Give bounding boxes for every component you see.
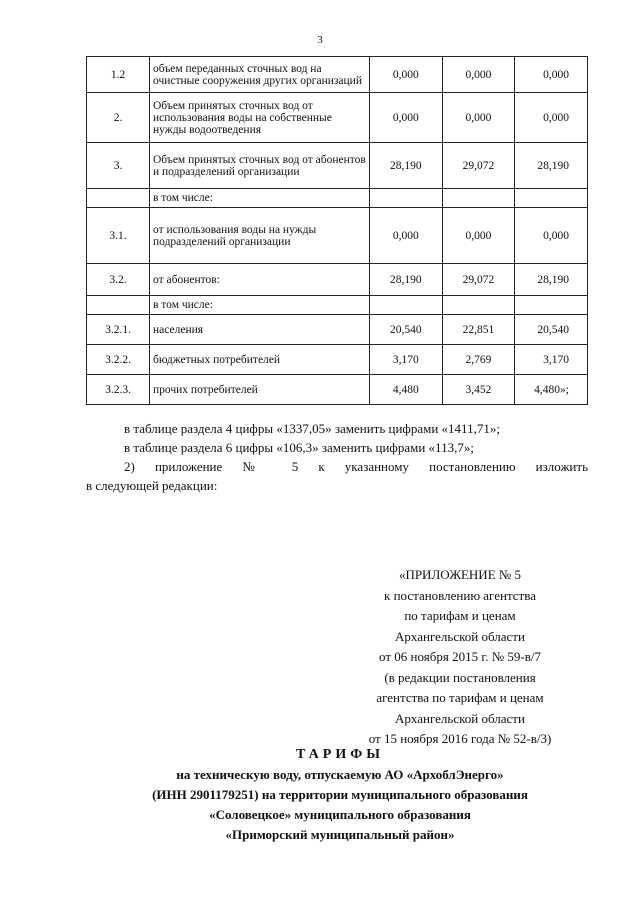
row-value-cell: 2,769 — [442, 345, 515, 375]
appendix-line: от 15 ноября 2016 года № 52-в/3) — [368, 731, 552, 746]
table-row — [87, 264, 588, 296]
tariffs-subtitle-line: «Соловецкое» муниципального образования — [209, 807, 471, 822]
row-value-cell: 0,000 — [442, 208, 515, 264]
row-number-cell: 2. — [87, 93, 150, 143]
table-row — [87, 143, 588, 189]
amendment-text — [86, 419, 588, 495]
row-value-cell: 28,190 — [370, 143, 443, 189]
table-row — [87, 375, 588, 405]
appendix-line: агентства по тарифам и ценам — [376, 690, 544, 705]
table-row — [87, 93, 588, 143]
table-row — [87, 315, 588, 345]
appendix-line: (в редакции постановления — [384, 669, 536, 685]
row-value-cell: 3,170 — [370, 345, 443, 375]
row-value-cell: 22,851 — [442, 315, 515, 345]
tariffs-title: ТАРИФЫ — [296, 747, 384, 762]
row-value-cell: 0,000 — [515, 57, 588, 93]
row-value-cell: 0,000 — [515, 93, 588, 143]
appendix-line: Архангельской области — [395, 628, 525, 644]
appendix-line: от 06 ноября 2015 г. № 59-в/7 — [379, 649, 541, 664]
row-name-cell: населения — [150, 315, 370, 345]
row-value-cell: 4,480 — [370, 375, 443, 405]
table-row — [87, 208, 588, 264]
row-number-cell: 3. — [87, 143, 150, 189]
row-number-cell: 3.2. — [87, 264, 150, 296]
row-value-cell: 28,190 — [515, 264, 588, 296]
row-name-cell: бюджетных потребителей — [150, 345, 370, 375]
row-value-cell: 28,190 — [515, 143, 588, 189]
row-value-cell — [515, 296, 588, 315]
row-value-cell: 29,072 — [442, 264, 515, 296]
row-number-cell: 1.2 — [87, 57, 150, 93]
row-value-cell — [370, 296, 443, 315]
appendix-line: по тарифам и ценам — [404, 608, 516, 623]
row-value-cell: 28,190 — [370, 264, 443, 296]
paragraph-appendix-5: 2) приложение № 5 к указанному постановлению изложить — [124, 459, 588, 474]
water-volume-table — [86, 56, 588, 405]
table-row — [87, 345, 588, 375]
table-body — [87, 57, 588, 405]
table-row — [87, 189, 588, 208]
row-number-cell — [87, 296, 150, 315]
row-number-cell — [87, 189, 150, 208]
row-name-cell: от использования воды на нужды подразделений организации — [150, 208, 370, 264]
row-name-cell: в том числе: — [150, 296, 370, 315]
row-value-cell: 3,452 — [442, 375, 515, 405]
table-row — [87, 296, 588, 315]
row-name-cell: от абонентов: — [150, 264, 370, 296]
row-number-cell: 3.2.3. — [87, 375, 150, 405]
table-row — [87, 57, 588, 93]
row-value-cell: 0,000 — [442, 57, 515, 93]
row-value-cell — [442, 296, 515, 315]
row-value-cell — [515, 189, 588, 208]
paragraph-section-6: в таблице раздела 6 цифры «106,3» заменить цифрами «113,7»; — [124, 440, 474, 455]
row-value-cell — [442, 189, 515, 208]
row-value-cell: 4,480»; — [515, 375, 588, 405]
row-value-cell: 0,000 — [370, 93, 443, 143]
appendix-line: «ПРИЛОЖЕНИЕ № 5 — [398, 567, 522, 582]
row-name-cell: прочих потребителей — [150, 375, 370, 405]
appendix-line: Архангельской области — [395, 710, 525, 726]
row-number-cell: 3.1. — [87, 208, 150, 264]
row-name-cell: в том числе: — [150, 189, 370, 208]
row-value-cell: 29,072 — [442, 143, 515, 189]
row-value-cell: 20,540 — [515, 315, 588, 345]
appendix-header — [300, 565, 620, 750]
row-name-cell: Объем принятых сточных вод от использования воды на собственные нужды водоотведения — [150, 93, 370, 143]
row-number-cell: 3.2.2. — [87, 345, 150, 375]
page-number: 3 — [317, 34, 323, 46]
row-name-cell: объем переданных сточных вод на очистные сооружения других организаций — [150, 57, 370, 93]
row-value-cell: 0,000 — [370, 208, 443, 264]
row-value-cell: 20,540 — [370, 315, 443, 345]
row-name-cell: Объем принятых сточных вод от абонентов и подразделений организации — [150, 143, 370, 189]
tariffs-subtitle-line: на техническую воду, отпускаемую АО «АрхоблЭнерго» — [176, 767, 504, 782]
row-value-cell: 0,000 — [515, 208, 588, 264]
tariffs-subtitle-line: «Приморский муниципальный район» — [225, 827, 455, 842]
paragraph-continuation: в следующей редакции: — [86, 478, 218, 493]
tariffs-subtitle-line: (ИНН 2901179251) на территории муниципального образования — [152, 787, 528, 802]
appendix-line: к постановлению агентства — [384, 587, 536, 603]
tariffs-heading — [40, 745, 640, 845]
row-number-cell: 3.2.1. — [87, 315, 150, 345]
row-value-cell — [370, 189, 443, 208]
row-value-cell: 0,000 — [442, 93, 515, 143]
row-value-cell: 0,000 — [370, 57, 443, 93]
paragraph-section-4: в таблице раздела 4 цифры «1337,05» заменить цифрами «1411,71»; — [124, 421, 500, 436]
row-value-cell: 3,170 — [515, 345, 588, 375]
